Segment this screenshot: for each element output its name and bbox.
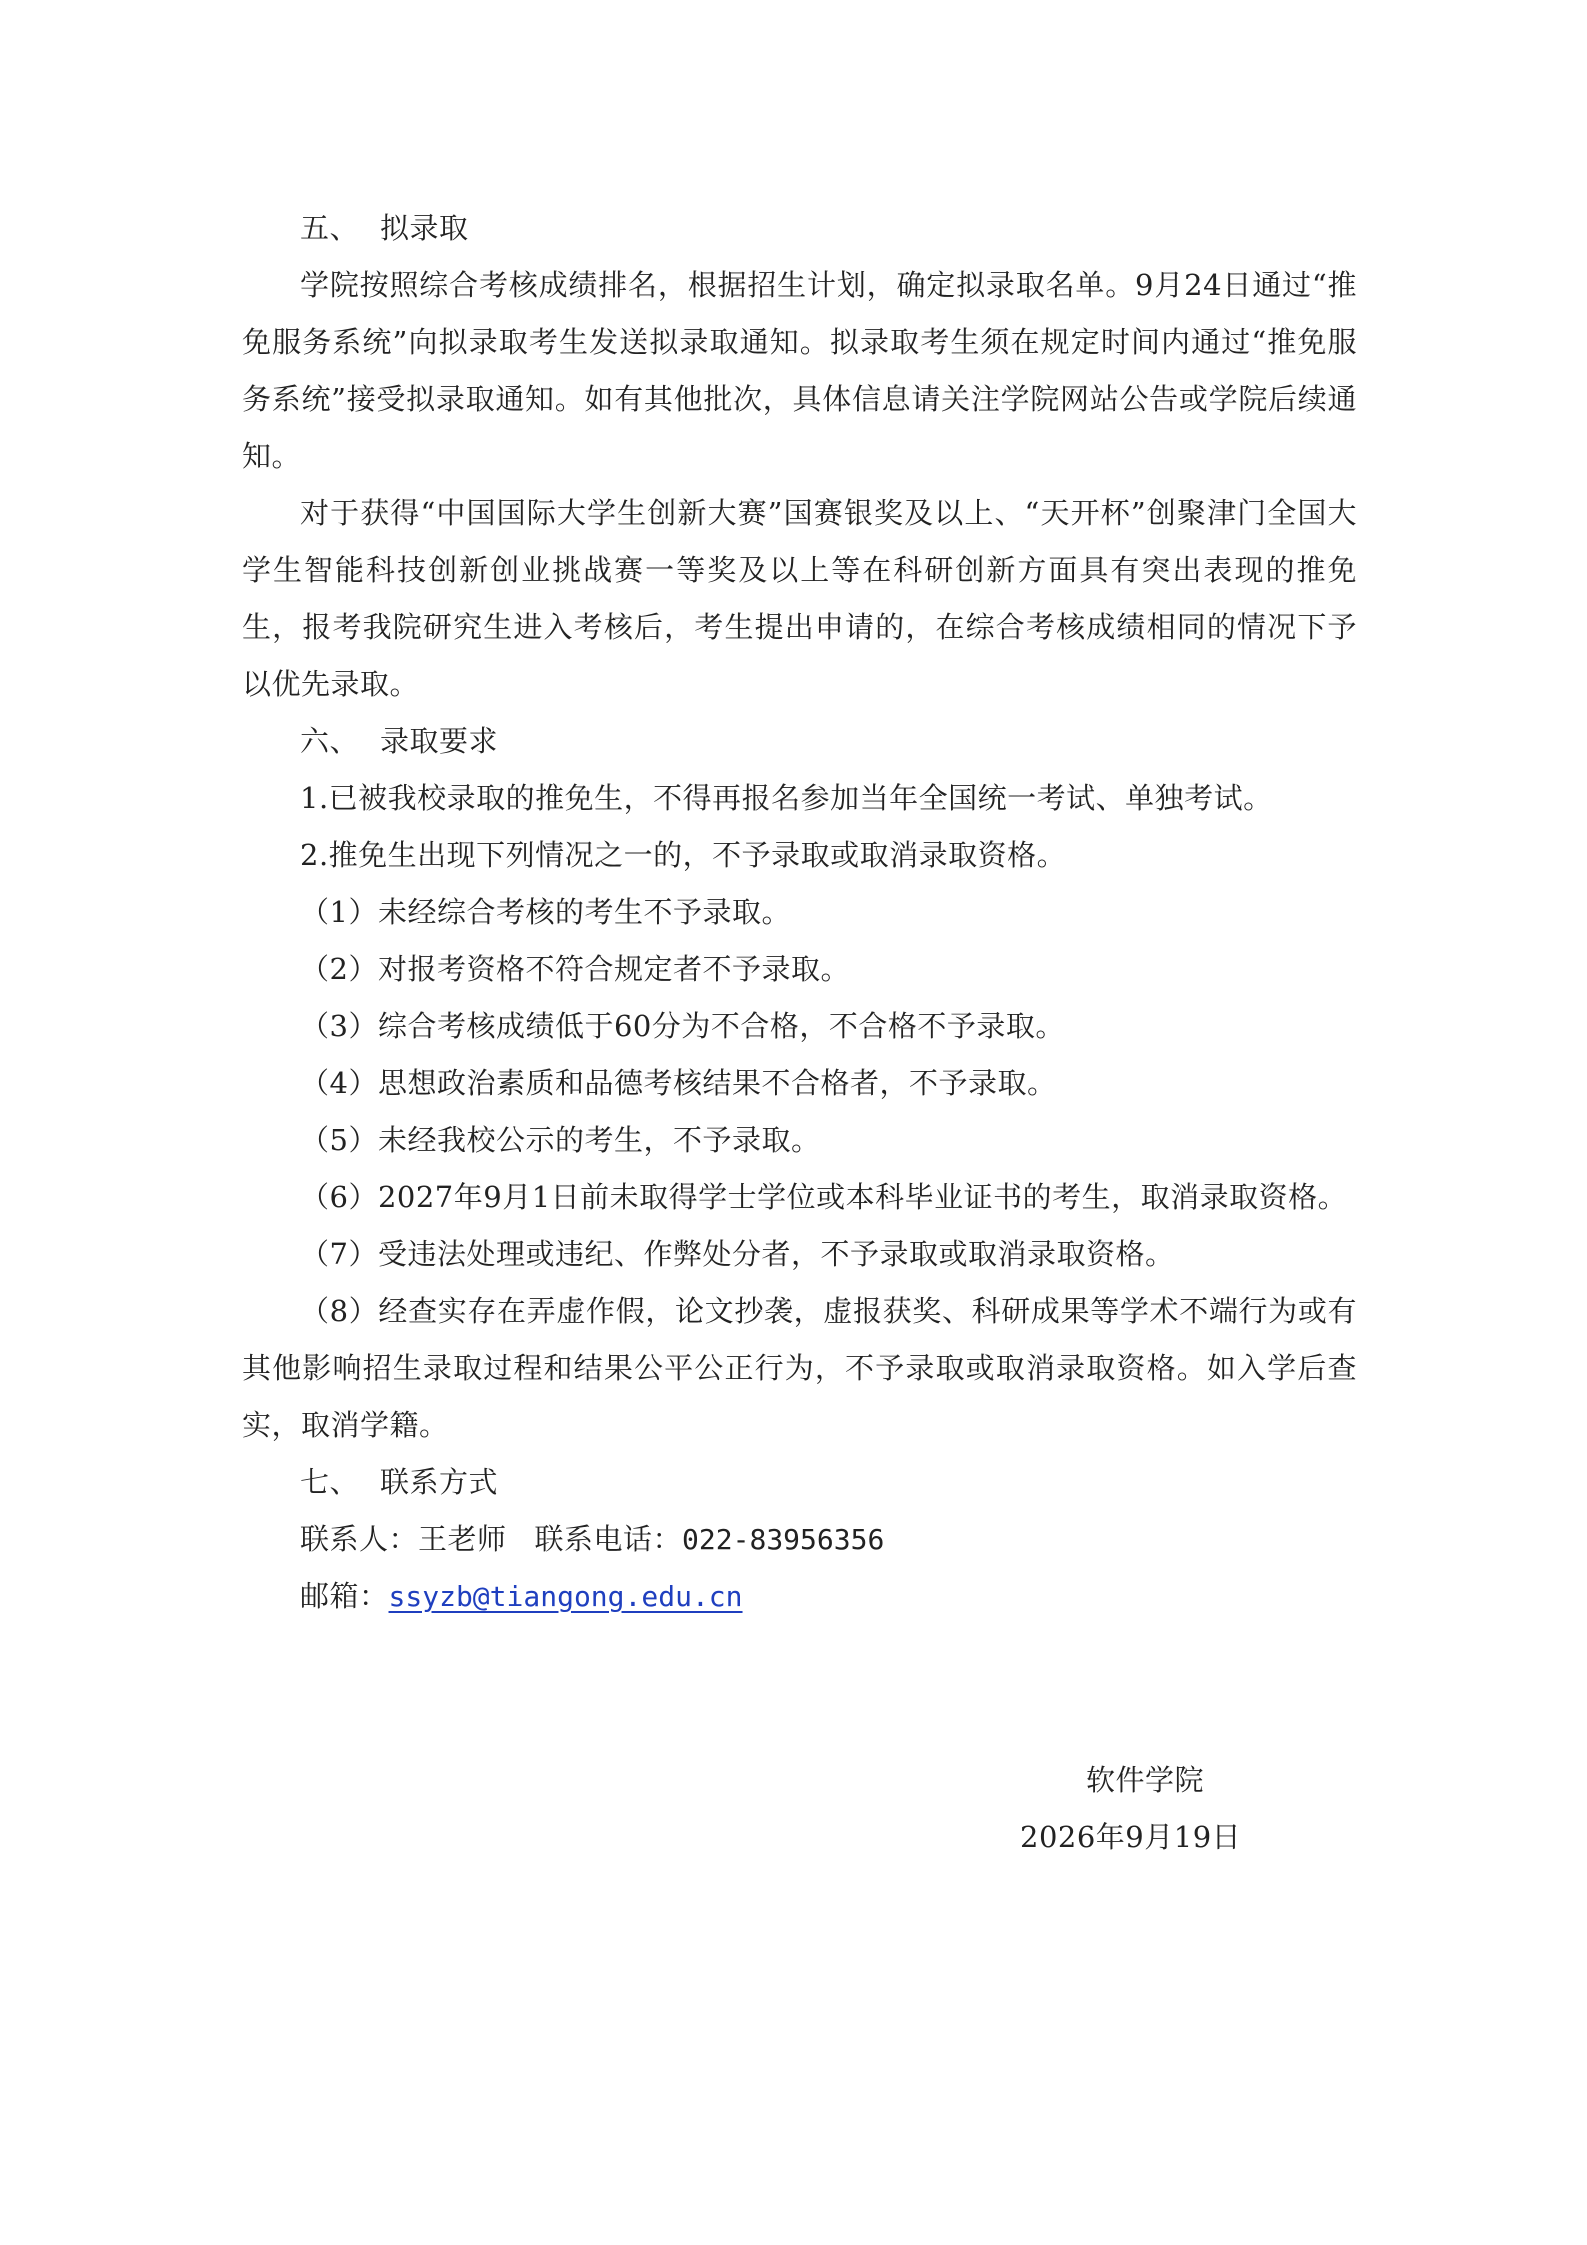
section-heading-7	[242, 1454, 1357, 1511]
section-title: 拟录取	[380, 211, 469, 245]
section-title: 录取要求	[380, 724, 499, 758]
document-body	[242, 200, 1357, 1625]
section-heading-5	[242, 200, 1357, 257]
requirement-subitem: （3）综合考核成绩低于60分为不合格，不合格不予录取。	[300, 1009, 1065, 1043]
section-heading-6	[242, 713, 1357, 770]
section-number: 五、	[300, 211, 360, 245]
requirement-subitem: （1）未经综合考核的考生不予录取。	[300, 895, 791, 929]
paragraph-priority-admission: 对于获得“中国国际大学生创新大赛”国赛银奖及以上、“天开杯”创聚津门全国大学生智能科技创新创业挑战赛一等奖及以上等在科研创新方面具有突出表现的推免生，报考我院研究生进入考核后，考生提出申请的，在综合考核成绩相同的情况下予以优先录取。	[242, 496, 1357, 701]
email-label: 邮箱：	[300, 1579, 389, 1613]
contact-person: 联系人：王老师	[300, 1522, 507, 1556]
paragraph-admission-process: 学院按照综合考核成绩排名，根据招生计划，确定拟录取名单。9月24日通过“推免服务系统”向拟录取考生发送拟录取通知。拟录取考生须在规定时间内通过“推免服务系统”接受拟录取通知。如有其他批次，具体信息请关注学院网站公告或学院后续通知。	[242, 268, 1357, 473]
requirement-subitem: （4）思想政治素质和品德考核结果不合格者，不予录取。	[300, 1066, 1057, 1100]
requirement-item-1: 1.已被我校录取的推免生，不得再报名参加当年全国统一考试、单独考试。	[300, 781, 1273, 815]
contact-line	[242, 1511, 1357, 1568]
requirement-subitem: （6）2027年9月1日前未取得学士学位或本科毕业证书的考生，取消录取资格。	[300, 1180, 1348, 1214]
signature-date: 2026年9月19日	[1020, 1820, 1242, 1854]
requirement-subitem: （8）经查实存在弄虚作假，论文抄袭，虚报获奖、科研成果等学术不端行为或有其他影响招生录取过程和结果公平公正行为，不予录取或取消录取资格。如入学后查实，取消学籍。	[242, 1294, 1357, 1442]
email-link[interactable]: ssyzb@tiangong.edu.cn	[388, 1580, 743, 1613]
requirement-subitem: （2）对报考资格不符合规定者不予录取。	[300, 952, 850, 986]
section-number: 七、	[300, 1465, 360, 1499]
requirement-subitem: （5）未经我校公示的考生，不予录取。	[300, 1123, 821, 1157]
section-number: 六、	[300, 724, 360, 758]
signature-block	[1020, 1752, 1280, 1866]
phone-number: 022-83956356	[682, 1523, 885, 1556]
section-title: 联系方式	[380, 1465, 499, 1499]
requirement-subitem: （7）受违法处理或违纪、作弊处分者，不予录取或取消录取资格。	[300, 1237, 1175, 1271]
requirement-item-2: 2.推免生出现下列情况之一的，不予录取或取消录取资格。	[300, 838, 1067, 872]
email-line	[242, 1568, 1357, 1625]
phone-label: 联系电话：	[534, 1522, 683, 1556]
signature-org: 软件学院	[1086, 1763, 1205, 1797]
